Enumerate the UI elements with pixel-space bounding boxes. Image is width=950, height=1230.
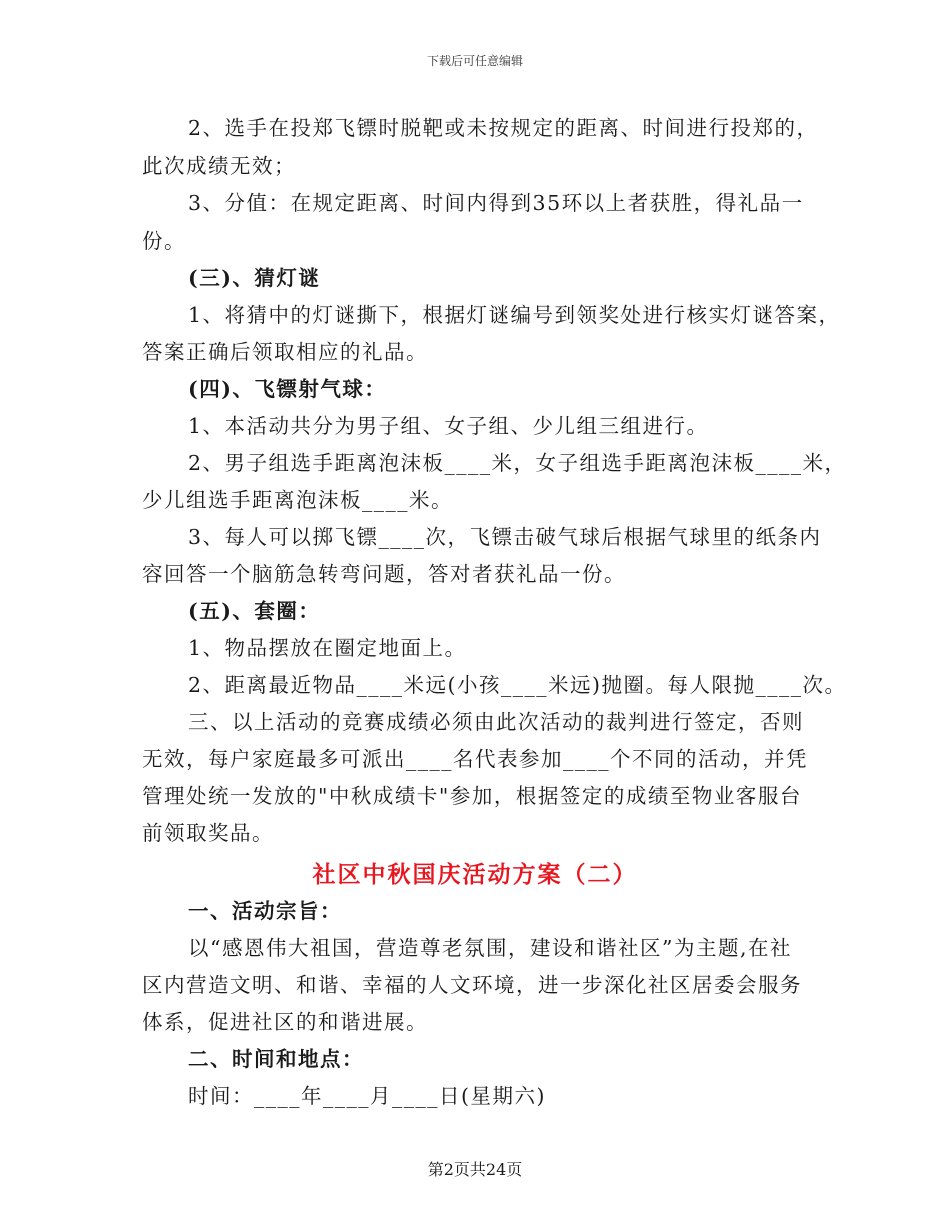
paragraph-line: 少儿组选手距离泡沫板____米。 [142,488,453,512]
paragraph-line: 此次成绩无效； [142,154,296,178]
paragraph-line: 1、物品摆放在圈定地面上。 [188,636,467,660]
section-heading: (四)、飞镖射气球： [188,377,387,401]
paragraph-line: 2、男子组选手距离泡沫板____米，女子组选手距离泡沫板____米， [188,451,847,475]
paragraph-line: 容回答一个脑筋急转弯问题，答对者获礼品一份。 [142,562,626,586]
paragraph-line: 管理处统一发放的"中秋成绩卡"参加，根据签定的成绩至物业客服台 [142,784,802,808]
section-heading: (五)、套圈： [188,599,321,623]
paragraph-line: 1、本活动共分为男子组、女子组、少儿组三组进行。 [188,414,709,438]
paragraph-line: 前领取奖品。 [142,821,274,845]
page-number-footer: 第2页共24页 [427,1160,523,1179]
paragraph-line: 1、将猜中的灯谜撕下，根据灯谜编号到领奖处进行核实灯谜答案， [188,303,841,327]
paragraph-line: 无效，每户家庭最多可派出____名代表参加____个不同的活动，并凭 [142,747,808,771]
paragraph-line: 答案正确后领取相应的礼品。 [142,340,428,364]
section-heading: 一、活动宗旨： [188,899,342,923]
paragraph-line: 时间：____年____月____日(星期六) [188,1084,546,1108]
paragraph-line: 2、距离最近物品____米远(小孩____米远)抛圈。每人限抛____次。 [188,673,847,697]
paragraph-line: 体系，促进社区的和谐进展。 [142,1010,428,1034]
section-title: 社区中秋国庆活动方案（二） [312,861,638,888]
paragraph-line: 3、每人可以掷飞镖____次，飞镖击破气球后根据气球里的纸条内 [188,525,822,549]
paragraph-line: 2、选手在投郑飞镖时脱靶或未按规定的距离、时间进行投郑的， [188,116,819,140]
section-heading: 二、时间和地点： [188,1047,364,1071]
page-header-note: 下载后可任意编辑 [426,54,523,68]
paragraph-line: 以“感恩伟大祖国，营造尊老氛围，建设和谐社区”为主题,在社 [188,936,792,960]
paragraph-line: 3、分值：在规定距离、时间内得到35环以上者获胜，得礼品一 [188,191,804,215]
paragraph-line: 三、以上活动的竞赛成绩必须由此次活动的裁判进行签定，否则 [188,710,804,734]
paragraph-line: 区内营造文明、和谐、幸福的人文环境，进一步深化社区居委会服务 [142,973,802,997]
section-heading: (三)、猜灯谜 [188,266,321,290]
paragraph-line: 份。 [142,229,186,253]
